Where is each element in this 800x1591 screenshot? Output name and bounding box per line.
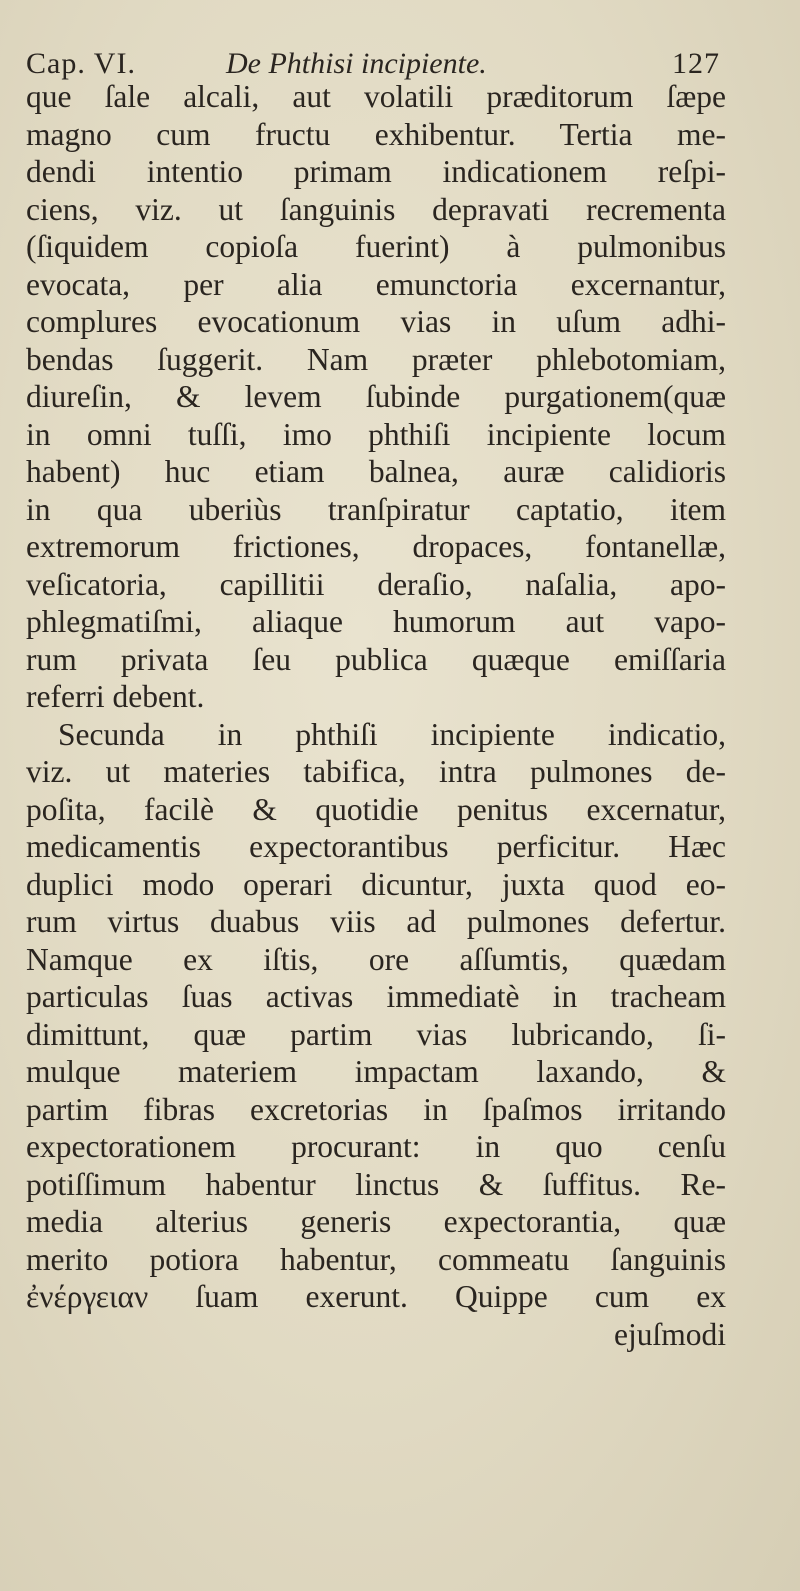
text-line: veſicatoria, capillitii deraſio, naſalia, apo- [26,566,726,602]
text-line: media alterius generis expectorantia, quæ [26,1204,726,1239]
text-line: bendas ſuggerit. Nam præter phlebotomiam, [26,341,726,377]
paragraph-end-line: referri debent. [26,679,205,714]
text-line: (ſiquidem copioſa fuerint) à pulmonibus [26,229,726,264]
text-line: in qua uberiùs tranſpiratur captatio, item [26,491,726,527]
text-line: Namque ex iſtis, ore aſſumtis, quædam [26,941,726,977]
text-line: expectorationem procurant: in quo cenſu [26,1129,726,1164]
text-line: merito potiora habentur, commeatu ſanguinis [26,1241,726,1277]
text-line: in omni tuſſi, imo phthiſi incipiente locum [26,416,726,452]
text-line: potiſſimum habentur linctus & ſuffitus. Re- [26,1166,726,1202]
body-text [26,78,726,1353]
text-line: evocata, per alia emunctoria excernantur, [26,266,726,302]
text-line: particulas ſuas activas immediatè in tracheam [26,979,726,1014]
text-line: partim fibras excretorias in ſpaſmos irritando [26,1091,726,1127]
chapter-label: Cap. VI. [26,47,136,80]
text-line: rum virtus duabus viis ad pulmones defertur. [26,904,726,939]
text-line: complures evocationum vias in uſum adhi- [26,304,726,339]
text-line: ἐνέργειαν ſuam exerunt. Quippe cum ex [26,1279,726,1314]
text-line: extremorum frictiones, dropaces, fontanellæ, [26,529,726,564]
text-line: poſita, facilè & quotidie penitus excernatur, [26,791,726,827]
text-line: viz. ut materies tabifica, intra pulmones de- [26,754,726,789]
paragraph-start-line: Secunda in phthiſi incipiente indicatio, [58,716,726,752]
page-number: 127 [672,47,720,80]
text-line: ciens, viz. ut ſanguinis depravati recrementa [26,191,726,227]
chapter-title: De Phthisi incipiente. [226,47,487,80]
text-line: mulque materiem impactam laxando, & [26,1054,726,1089]
text-line: medicamentis expectorantibus perficitur. Hæc [26,829,726,864]
text-line: diureſin, & levem ſubinde purgationem(quæ [26,379,726,414]
text-line: que ſale alcali, aut volatili præditorum ſæpe [26,79,726,114]
text-line: habent) huc etiam balnea, auræ calidioris [26,454,726,489]
text-line: duplici modo operari dicuntur, juxta quod eo- [26,866,726,902]
text-line: rum privata ſeu publica quæque emiſſaria [26,641,726,677]
text-line: magno cum fructu exhibentur. Tertia me- [26,116,726,152]
text-line: phlegmatiſmi, aliaque humorum aut vapo- [26,604,726,639]
text-line: dimittunt, quæ partim vias lubricando, ſi- [26,1016,726,1052]
catchword: ejuſmodi [614,1316,726,1352]
text-line: dendi intentio primam indicationem reſpi- [26,154,726,189]
